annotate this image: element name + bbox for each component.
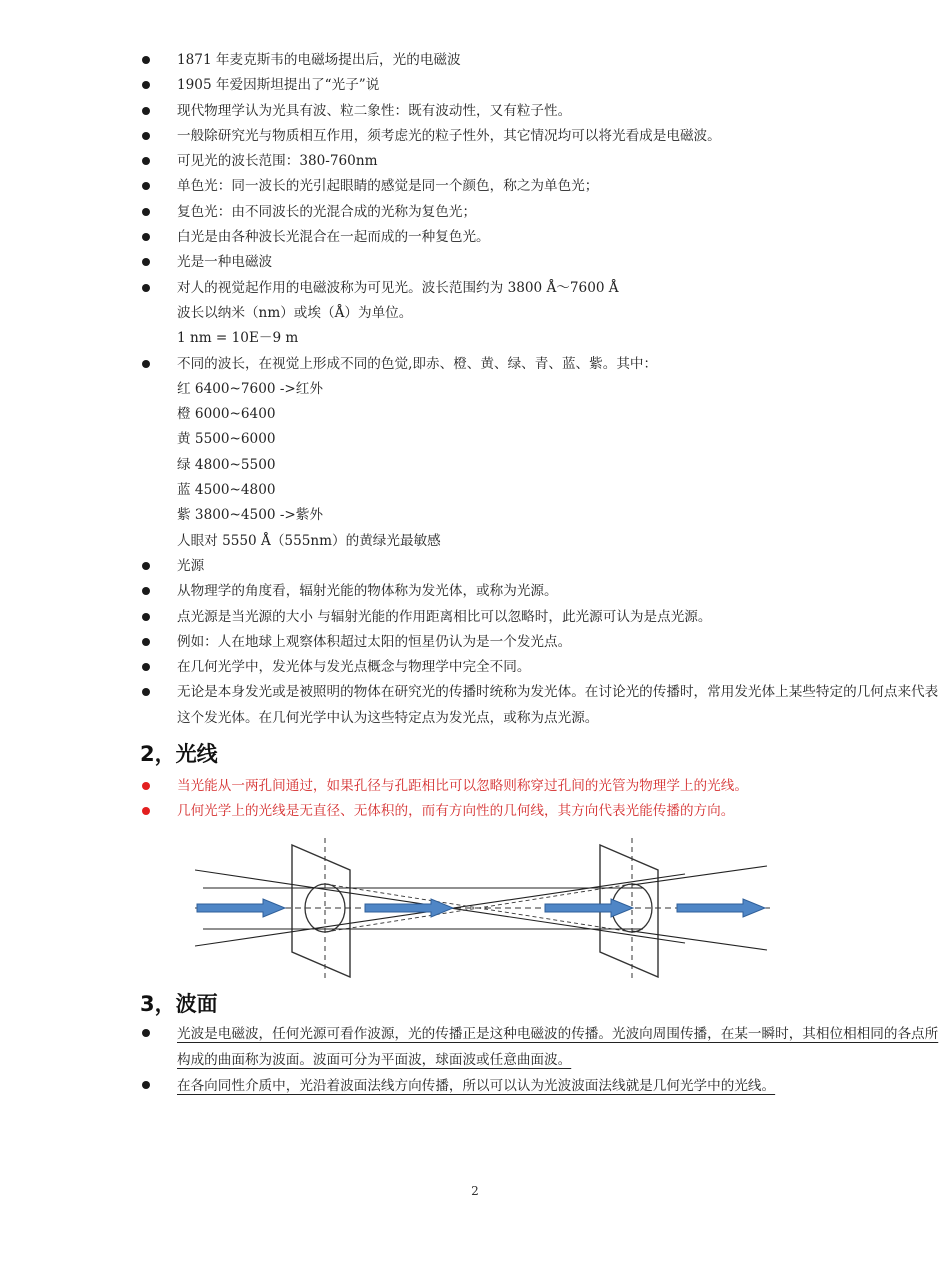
list-item [0,774,950,799]
list-item [0,73,950,98]
bullet-icon [142,587,150,595]
bullet-icon [142,782,150,790]
list-item-text: 例如：人在地球上观察体积超过太阳的恒星仍认为是一个发光点。 [177,633,572,650]
bullet-icon [142,233,150,241]
bullet-icon [142,107,150,115]
list-item-text: 光是一种电磁波 [177,254,273,271]
list-item-text: 从物理学的角度看，辐射光能的物体称为发光体，或称为光源。 [177,583,558,600]
list-item [0,149,950,174]
bullet-icon [142,157,150,165]
list-item-text: 白光是由各种波长光混合在一起而成的一种复色光。 [177,229,490,246]
list-item-text: 在各向同性介质中，光沿着波面法线方向传播，所以可以认为光波波面法线就是几何光学中的光线。 [177,1078,776,1094]
list-item [0,799,950,824]
list-item-text: 光波是电磁波，任何光源可看作波源，光的传播正是这种电磁波的传播。光波向周围传播，在某一瞬时，其相位相相同的各点所构成的曲面称为波面。波面可分为平面波，球面波或任意曲面波。 [177,1026,939,1068]
list-item-text: 不同的波长，在视觉上形成不同的色觉,即赤、橙、黄、绿、青、蓝、紫。其中： [177,355,658,372]
section2-list [0,774,950,825]
list-subline: 波长以纳米（nm）或埃（Å）为单位。 [177,304,413,321]
list-subline: 橙 6000~6400 [177,406,276,423]
list-item-text: 对人的视觉起作用的电磁波称为可见光。波长范围约为 3800 Å～7600 Å [177,279,619,296]
bullet-icon [142,132,150,140]
list-item [0,200,950,225]
list-subline: 黄 5500~6000 [177,431,276,448]
list-item-text: 现代物理学认为光具有波、粒二象性：既有波动性，又有粒子性。 [177,102,572,119]
list-item [0,655,950,680]
list-item [0,48,950,73]
arrow-1 [197,899,285,917]
list-subline: 1 nm = 10E－9 m [177,330,299,347]
list-item [0,124,950,149]
list-item [0,1073,950,1099]
list-item-text: 1905 年爱因斯坦提出了“光子”说 [177,77,380,94]
list-item [0,1021,950,1073]
list-item [0,174,950,199]
list-item-text: 点光源是当光源的大小 与辐射光能的作用距离相比可以忽略时，此光源可认为是点光源。 [177,608,712,625]
bullet-icon [142,613,150,621]
list-item-text: 1871 年麦克斯韦的电磁场提出后，光的电磁波 [177,52,461,68]
list-subline: 紫 3800~4500 ->紫外 [177,507,323,524]
list-item-text: 一般除研究光与物质相互作用，须考虑光的粒子性外，其它情况均可以将光看成是电磁波。 [177,127,721,144]
list-item [0,630,950,655]
list-subline: 蓝 4500~4800 [177,482,276,499]
list-subline: 绿 4800~5500 [177,456,276,473]
list-item [0,225,950,250]
list-item [0,250,950,275]
bullet-icon [142,663,150,671]
list-item-text: 复色光：由不同波长的光混合成的光称为复色光； [177,203,477,220]
bullet-icon [142,182,150,190]
aperture-plate-left [292,845,350,977]
arrow-3 [545,899,633,917]
bullet-icon [142,562,150,570]
bullet-icon [142,56,150,64]
ray [632,931,767,950]
section3-list [0,1021,950,1099]
section2-heading: 2，光线 [140,742,218,766]
bullet-icon [142,284,150,292]
bullet-icon [142,1081,150,1089]
list-item [0,352,950,377]
bullet-icon [142,638,150,646]
ray [632,866,767,885]
section3-heading: 3，波面 [140,992,218,1016]
list-item-text: 在几何光学中，发光体与发光点概念与物理学中完全不同。 [177,659,531,676]
bullet-icon [142,1029,150,1037]
bullet-icon [142,360,150,368]
list-item [0,276,950,301]
list-subline: 人眼对 5550 Å（555nm）的黄绿光最敏感 [177,532,441,549]
bullet-icon [142,81,150,89]
list-item-text: 当光能从一两孔间通过，如果孔径与孔距相比可以忽略则称穿过孔间的光管为物理学上的光线。 [177,778,748,794]
list-item [0,579,950,604]
bullet-icon [142,208,150,216]
list-item-text: 可见光的波长范围：380-760nm [177,153,378,170]
bullet-icon [142,258,150,266]
list-item-text: 几何光学上的光线是无直径、无体积的，而有方向性的几何线，其方向代表光能传播的方向。 [177,803,735,820]
list-item [0,605,950,630]
list-item-text: 无论是本身发光或是被照明的物体在研究光的传播时统称为发光体。在讨论光的传播时，常用发光体上某些特定的几何点来代表这个发光体。在几何光学中认为这些特定点为发光点，或称为点光源。 [177,684,939,726]
arrow-4 [677,899,765,917]
page-number: 2 [471,1184,479,1198]
section1-list [0,48,950,731]
list-item [0,554,950,579]
list-item [0,99,950,124]
light-ray-diagram [195,838,775,978]
list-item [0,680,950,731]
list-item-text: 光源 [177,557,205,574]
bullet-icon [142,807,150,815]
list-subline: 红 6400~7600 ->红外 [177,380,323,397]
bullet-icon [142,688,150,696]
list-item-text: 单色光：同一波长的光引起眼睛的感觉是同一个颜色，称之为单色光； [177,178,599,195]
